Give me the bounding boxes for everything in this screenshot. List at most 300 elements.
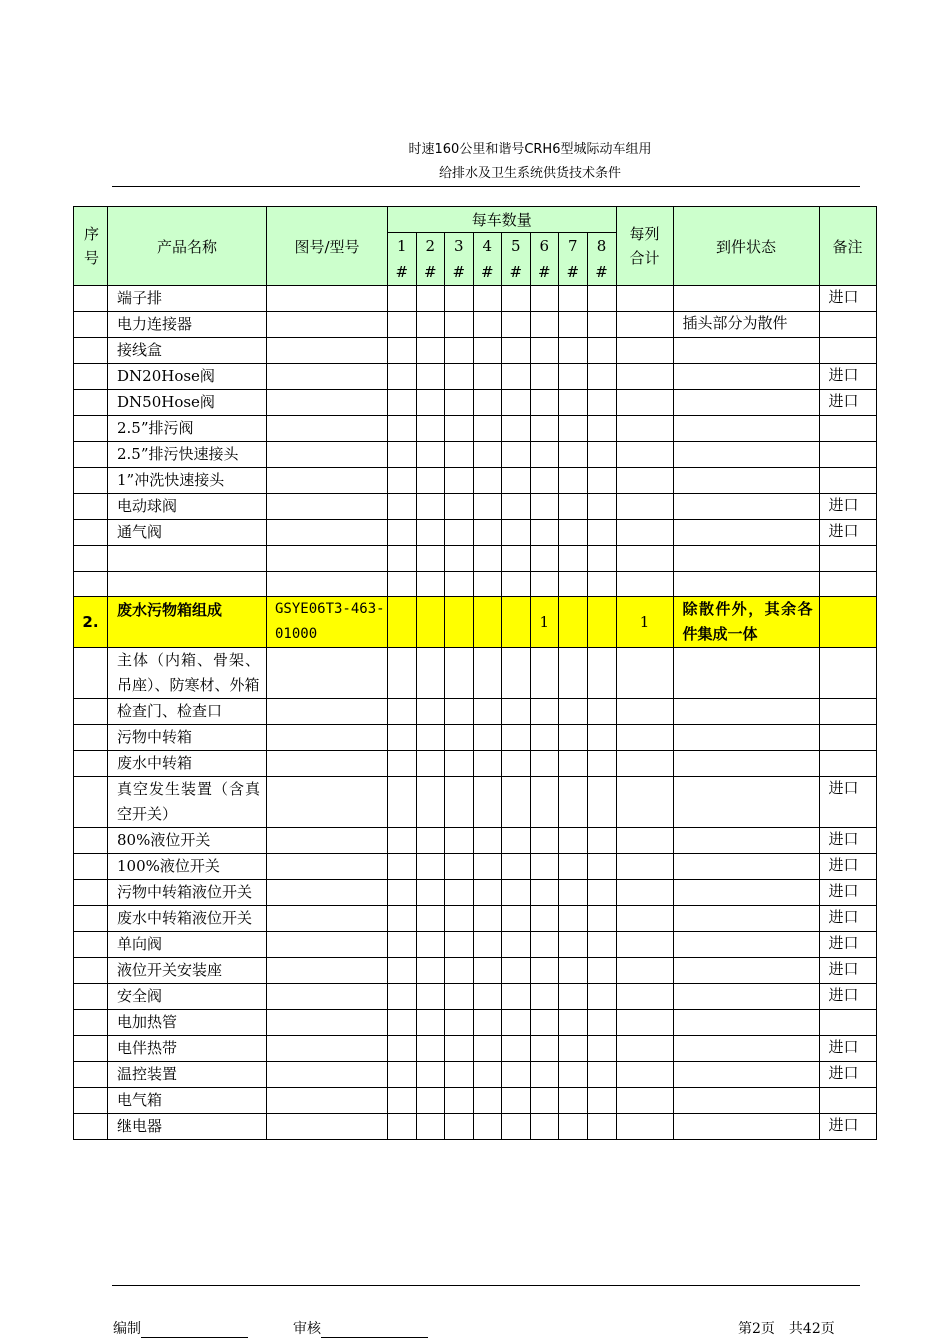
qty-cell — [416, 828, 445, 854]
qty-cell — [388, 699, 417, 725]
qty-cell — [587, 699, 616, 725]
header-car-6 — [530, 233, 559, 286]
qty-cell — [502, 1088, 531, 1114]
arrival-cell — [673, 725, 819, 751]
qty-cell — [388, 520, 417, 546]
drawing-cell — [267, 494, 388, 520]
qty-cell — [445, 932, 474, 958]
drawing-cell — [267, 648, 388, 699]
qty-cell — [473, 571, 502, 597]
qty-cell — [416, 751, 445, 777]
seq-cell — [74, 699, 108, 725]
qty-cell — [388, 1088, 417, 1114]
arrival-cell — [673, 751, 819, 777]
seq-cell — [74, 1062, 108, 1088]
drawing-cell: GSYE06T3-463-01000 — [267, 597, 388, 648]
table-row — [74, 364, 877, 390]
compiled-label: 编制 — [113, 1321, 141, 1337]
seq-cell — [74, 1088, 108, 1114]
drawing-cell — [267, 416, 388, 442]
table-row — [74, 1010, 877, 1036]
car-number: 4 — [482, 237, 493, 255]
qty-cell — [416, 1036, 445, 1062]
reviewed-blank[interactable] — [321, 1323, 428, 1338]
qty-cell — [559, 1036, 588, 1062]
note-cell — [819, 416, 876, 442]
qty-cell — [559, 1114, 588, 1140]
qty-cell — [473, 1114, 502, 1140]
qty-cell — [388, 338, 417, 364]
qty-cell — [502, 494, 531, 520]
seq-cell — [74, 442, 108, 468]
table-row — [74, 442, 877, 468]
qty-cell — [559, 364, 588, 390]
drawing-cell — [267, 468, 388, 494]
table-row-highlight — [74, 597, 877, 648]
qty-cell — [502, 699, 531, 725]
compiled-by — [113, 1318, 248, 1338]
header-note: 备注 — [819, 207, 876, 286]
qty-cell — [587, 571, 616, 597]
supply-table — [73, 206, 877, 1140]
car-suffix: # — [566, 263, 580, 281]
qty-cell — [388, 984, 417, 1010]
table-row — [74, 699, 877, 725]
qty-cell — [502, 958, 531, 984]
qty-cell — [473, 725, 502, 751]
qty-cell — [502, 1036, 531, 1062]
drawing-cell — [267, 699, 388, 725]
note-cell — [819, 546, 876, 572]
qty-cell — [445, 571, 474, 597]
qty-cell — [388, 854, 417, 880]
qty-cell — [388, 286, 417, 312]
page-number: 第2页 共42页 — [738, 1321, 835, 1337]
qty-cell — [445, 777, 474, 828]
qty-cell — [388, 364, 417, 390]
qty-cell — [445, 751, 474, 777]
qty-cell — [502, 1114, 531, 1140]
qty-cell — [587, 1010, 616, 1036]
car-suffix: # — [423, 263, 437, 281]
arrival-cell: 插头部分为散件 — [673, 312, 819, 338]
qty-cell — [502, 725, 531, 751]
car-number: 3 — [453, 237, 464, 255]
qty-cell — [416, 648, 445, 699]
qty-cell — [530, 364, 559, 390]
qty-cell — [502, 1062, 531, 1088]
qty-cell — [445, 286, 474, 312]
qty-cell — [445, 416, 474, 442]
header-name: 产品名称 — [108, 207, 267, 286]
qty-cell — [502, 880, 531, 906]
qty-cell — [587, 312, 616, 338]
qty-cell — [559, 828, 588, 854]
drawing-cell — [267, 286, 388, 312]
seq-cell — [74, 1114, 108, 1140]
seq-cell — [74, 286, 108, 312]
qty-cell — [416, 958, 445, 984]
qty-cell — [587, 906, 616, 932]
qty-cell: 1 — [530, 597, 559, 648]
header-car-5 — [502, 233, 531, 286]
qty-cell — [559, 1088, 588, 1114]
header-car-3 — [445, 233, 474, 286]
arrival-cell — [673, 1062, 819, 1088]
qty-cell — [416, 442, 445, 468]
arrival-cell — [673, 880, 819, 906]
qty-cell — [502, 906, 531, 932]
drawing-cell — [267, 338, 388, 364]
car-suffix: # — [480, 263, 494, 281]
qty-cell — [502, 312, 531, 338]
car-suffix: # — [537, 263, 551, 281]
note-cell: 进口 — [819, 1062, 876, 1088]
qty-cell — [416, 725, 445, 751]
note-cell: 进口 — [819, 958, 876, 984]
qty-cell — [559, 880, 588, 906]
drawing-cell — [267, 1036, 388, 1062]
arrival-cell: 除散件外，其余各件集成一体 — [673, 597, 819, 648]
qty-cell — [587, 725, 616, 751]
qty-cell — [502, 390, 531, 416]
qty-cell — [587, 880, 616, 906]
qty-cell — [559, 751, 588, 777]
total-cell — [616, 932, 673, 958]
car-suffix: # — [509, 263, 523, 281]
arrival-cell — [673, 571, 819, 597]
note-cell — [819, 312, 876, 338]
drawing-cell — [267, 390, 388, 416]
drawing-cell — [267, 571, 388, 597]
drawing-cell — [267, 854, 388, 880]
qty-cell — [559, 984, 588, 1010]
qty-cell — [388, 416, 417, 442]
qty-cell — [473, 494, 502, 520]
car-number: 5 — [510, 237, 521, 255]
qty-cell — [473, 1062, 502, 1088]
drawing-cell — [267, 520, 388, 546]
qty-cell — [445, 520, 474, 546]
qty-cell — [416, 932, 445, 958]
qty-cell — [473, 286, 502, 312]
header-seq: 序号 — [74, 207, 108, 286]
seq-cell — [74, 1036, 108, 1062]
qty-cell — [559, 958, 588, 984]
qty-cell — [502, 520, 531, 546]
qty-cell — [445, 699, 474, 725]
qty-cell — [502, 416, 531, 442]
seq-cell — [74, 571, 108, 597]
qty-cell — [530, 494, 559, 520]
table-row — [74, 648, 877, 699]
qty-cell — [559, 854, 588, 880]
qty-cell — [473, 442, 502, 468]
qty-cell — [587, 416, 616, 442]
qty-cell — [559, 338, 588, 364]
table-row — [74, 338, 877, 364]
note-cell: 进口 — [819, 286, 876, 312]
qty-cell — [559, 571, 588, 597]
qty-cell — [559, 1062, 588, 1088]
qty-cell — [502, 777, 531, 828]
qty-cell — [473, 597, 502, 648]
qty-cell — [587, 932, 616, 958]
qty-cell — [445, 1036, 474, 1062]
seq-cell — [74, 725, 108, 751]
qty-cell — [587, 1062, 616, 1088]
qty-cell — [587, 546, 616, 572]
qty-cell — [502, 571, 531, 597]
arrival-cell — [673, 1036, 819, 1062]
qty-cell — [388, 312, 417, 338]
qty-cell — [473, 828, 502, 854]
drawing-cell — [267, 725, 388, 751]
qty-cell — [388, 828, 417, 854]
qty-cell — [559, 777, 588, 828]
table-row — [74, 828, 877, 854]
qty-cell — [416, 880, 445, 906]
qty-cell — [502, 597, 531, 648]
qty-cell — [445, 880, 474, 906]
qty-cell — [445, 984, 474, 1010]
drawing-cell — [267, 958, 388, 984]
arrival-cell — [673, 1114, 819, 1140]
qty-cell — [587, 777, 616, 828]
qty-cell — [388, 880, 417, 906]
qty-cell — [559, 648, 588, 699]
arrival-cell — [673, 364, 819, 390]
qty-cell — [587, 442, 616, 468]
qty-cell — [587, 1088, 616, 1114]
qty-cell — [416, 520, 445, 546]
table-row — [74, 520, 877, 546]
drawing-cell — [267, 828, 388, 854]
name-cell: 液位开关安装座 — [108, 958, 267, 984]
note-cell: 进口 — [819, 984, 876, 1010]
header-arrival: 到件状态 — [673, 207, 819, 286]
qty-cell — [587, 984, 616, 1010]
qty-cell — [445, 828, 474, 854]
qty-cell — [587, 338, 616, 364]
qty-cell — [530, 932, 559, 958]
qty-cell — [530, 442, 559, 468]
qty-cell — [530, 338, 559, 364]
qty-cell — [502, 854, 531, 880]
qty-cell — [388, 1010, 417, 1036]
arrival-cell — [673, 648, 819, 699]
total-cell: 1 — [616, 597, 673, 648]
qty-cell — [416, 984, 445, 1010]
name-cell: 2.5”排污快速接头 — [108, 442, 267, 468]
note-cell — [819, 442, 876, 468]
qty-cell — [559, 494, 588, 520]
name-cell: 电气箱 — [108, 1088, 267, 1114]
qty-cell — [445, 958, 474, 984]
qty-cell — [502, 286, 531, 312]
note-cell — [819, 1010, 876, 1036]
qty-cell — [502, 1010, 531, 1036]
qty-cell — [559, 546, 588, 572]
total-cell — [616, 1036, 673, 1062]
car-suffix: # — [395, 263, 409, 281]
total-cell — [616, 494, 673, 520]
qty-cell — [416, 494, 445, 520]
qty-cell — [416, 854, 445, 880]
qty-cell — [416, 571, 445, 597]
qty-cell — [559, 932, 588, 958]
name-cell: 废水中转箱液位开关 — [108, 906, 267, 932]
qty-cell — [473, 880, 502, 906]
note-cell: 进口 — [819, 390, 876, 416]
qty-cell — [388, 1062, 417, 1088]
qty-cell — [559, 906, 588, 932]
total-cell — [616, 1114, 673, 1140]
qty-cell — [530, 725, 559, 751]
table-row — [74, 1114, 877, 1140]
qty-cell — [473, 932, 502, 958]
table-row — [74, 777, 877, 828]
seq-cell — [74, 984, 108, 1010]
name-cell: 检查门、检查口 — [108, 699, 267, 725]
drawing-cell — [267, 312, 388, 338]
qty-cell — [416, 286, 445, 312]
arrival-cell — [673, 958, 819, 984]
compiled-blank[interactable] — [141, 1323, 248, 1338]
qty-cell — [587, 648, 616, 699]
qty-cell — [587, 494, 616, 520]
qty-cell — [388, 571, 417, 597]
total-cell — [616, 1088, 673, 1114]
total-cell — [616, 828, 673, 854]
seq-cell — [74, 520, 108, 546]
total-cell — [616, 958, 673, 984]
arrival-cell — [673, 1010, 819, 1036]
arrival-cell — [673, 442, 819, 468]
qty-cell — [559, 468, 588, 494]
table-row — [74, 571, 877, 597]
qty-cell — [473, 984, 502, 1010]
name-cell: 电力连接器 — [108, 312, 267, 338]
qty-cell — [445, 854, 474, 880]
qty-cell — [473, 338, 502, 364]
total-cell — [616, 1062, 673, 1088]
arrival-cell — [673, 494, 819, 520]
table-row — [74, 546, 877, 572]
total-cell — [616, 390, 673, 416]
note-cell — [819, 571, 876, 597]
header-rule — [112, 186, 860, 187]
qty-cell — [416, 546, 445, 572]
qty-cell — [416, 906, 445, 932]
qty-cell — [388, 597, 417, 648]
arrival-cell — [673, 777, 819, 828]
qty-cell — [587, 364, 616, 390]
header-total: 每列合计 — [616, 207, 673, 286]
note-cell — [819, 751, 876, 777]
arrival-cell — [673, 468, 819, 494]
qty-cell — [530, 777, 559, 828]
qty-cell — [559, 597, 588, 648]
qty-cell — [473, 699, 502, 725]
qty-cell — [445, 312, 474, 338]
note-cell — [819, 725, 876, 751]
qty-cell — [502, 648, 531, 699]
arrival-cell — [673, 854, 819, 880]
drawing-cell — [267, 442, 388, 468]
qty-cell — [473, 416, 502, 442]
header-car-4 — [473, 233, 502, 286]
qty-cell — [445, 1088, 474, 1114]
table-row — [74, 751, 877, 777]
arrival-cell — [673, 520, 819, 546]
seq-cell: 2. — [74, 597, 108, 648]
seq-cell — [74, 880, 108, 906]
seq-cell — [74, 312, 108, 338]
total-cell — [616, 546, 673, 572]
qty-cell — [530, 571, 559, 597]
name-cell: 端子排 — [108, 286, 267, 312]
seq-cell — [74, 751, 108, 777]
name-cell: 温控装置 — [108, 1062, 267, 1088]
qty-cell — [559, 312, 588, 338]
total-cell — [616, 777, 673, 828]
qty-cell — [445, 364, 474, 390]
total-cell — [616, 984, 673, 1010]
arrival-cell — [673, 1088, 819, 1114]
qty-cell — [473, 777, 502, 828]
table-row — [74, 312, 877, 338]
qty-cell — [445, 494, 474, 520]
qty-cell — [388, 906, 417, 932]
seq-cell — [74, 648, 108, 699]
name-cell — [108, 546, 267, 572]
qty-cell — [559, 416, 588, 442]
qty-cell — [388, 1036, 417, 1062]
qty-cell — [530, 1114, 559, 1140]
qty-cell — [559, 725, 588, 751]
qty-cell — [416, 699, 445, 725]
qty-cell — [445, 1114, 474, 1140]
table-row — [74, 932, 877, 958]
name-cell: 废水中转箱 — [108, 751, 267, 777]
qty-cell — [388, 494, 417, 520]
qty-cell — [530, 1036, 559, 1062]
qty-cell — [473, 468, 502, 494]
car-number: 8 — [596, 237, 607, 255]
qty-cell — [502, 338, 531, 364]
qty-cell — [502, 828, 531, 854]
qty-cell — [473, 312, 502, 338]
qty-cell — [530, 984, 559, 1010]
qty-cell — [416, 1114, 445, 1140]
total-cell — [616, 571, 673, 597]
drawing-cell — [267, 880, 388, 906]
qty-cell — [530, 958, 559, 984]
qty-cell — [587, 520, 616, 546]
note-cell: 进口 — [819, 1114, 876, 1140]
qty-cell — [587, 751, 616, 777]
drawing-cell — [267, 751, 388, 777]
name-cell — [108, 571, 267, 597]
car-number: 2 — [425, 237, 436, 255]
drawing-cell — [267, 1010, 388, 1036]
header-car-8 — [587, 233, 616, 286]
qty-cell — [530, 1088, 559, 1114]
qty-cell — [388, 777, 417, 828]
seq-cell — [74, 416, 108, 442]
note-cell: 进口 — [819, 777, 876, 828]
